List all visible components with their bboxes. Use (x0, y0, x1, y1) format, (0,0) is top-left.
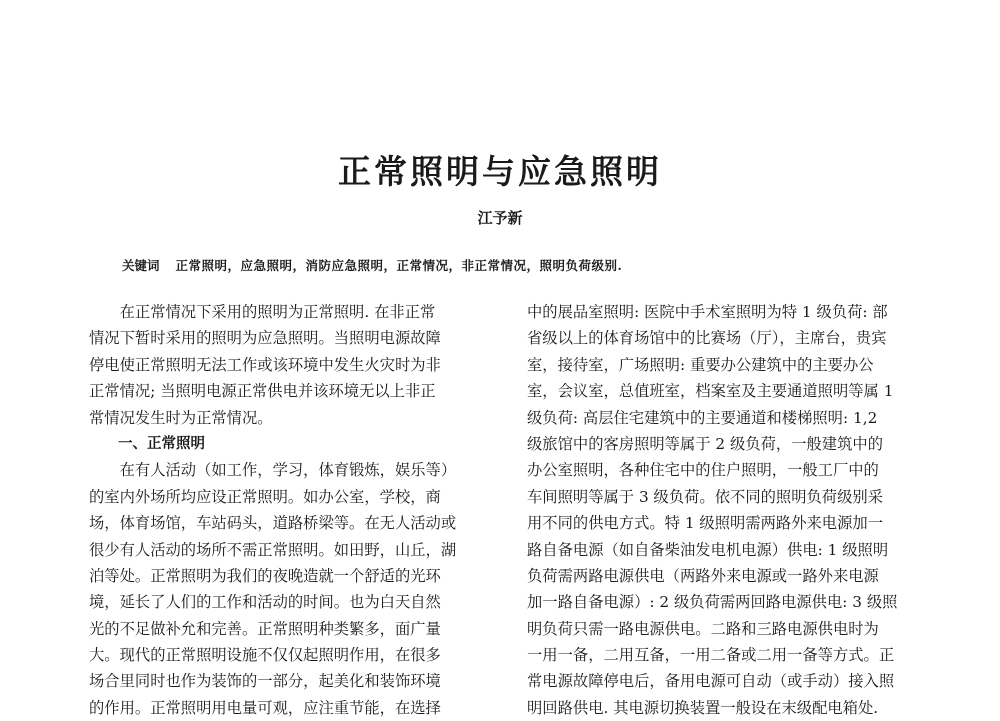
text-line: 车间照明等属于 3 级负荷。依不同的照明负荷级别采 (527, 487, 883, 506)
text-line: 场合里同时也作为装饰的一部分，起美化和装饰环境 (89, 672, 441, 691)
text-line: 办公室照明，各种住宅中的住户照明，一般工厂中的 (527, 461, 879, 480)
right-column (527, 299, 926, 721)
text-line: 常情况发生时为正常情况。 (89, 408, 273, 427)
text-line: 情况下暂时采用的照明为应急照明。当照明电源故障 (89, 329, 441, 348)
text-line: 常电源故障停电后，备用电源可自动（或手动）接入照 (527, 672, 895, 691)
keywords-label: 关键词 (122, 258, 160, 273)
text-line: 室，会议室，总值班室，档案室及主要通道照明等属 1 (527, 382, 894, 401)
text-line: 用不同的供电方式。特 1 级照明需两路外来电源加一 (527, 514, 883, 533)
text-line: 正常情况; 当照明电源正常供电并该环境无以上非正 (89, 382, 436, 401)
text-line: 的作用。正常照明用电量可观，应注重节能，在选择 (89, 698, 441, 717)
text-line: 大。现代的正常照明设施不仅仅起照明作用，在很多 (89, 646, 441, 665)
text-line: 一用一备，二用互备，一用二备或二用一备等方式。正 (527, 646, 895, 665)
paper-title: 正常照明与应急照明 (338, 152, 662, 191)
text-line: 省级以上的体育场馆中的比赛场（厅），主席台，贵宾 (527, 329, 887, 348)
text-line: 加一路自备电源）: 2 级负荷需两回路电源供电: 3 级照 (527, 593, 898, 612)
text-line: 光的不足做补允和完善。正常照明种类繁多，面广量 (89, 619, 441, 638)
left-column (89, 299, 488, 721)
section-heading: 一、正常照明 (118, 435, 205, 452)
text-line: 室，接待室，广场照明: 重要办公建筑中的主要办公 (527, 355, 874, 374)
text-line: 境，延长了人们的工作和活动的时间。也为白天自然 (89, 593, 441, 612)
text-line: 泊等处。正常照明为我们的夜晚造就一个舒适的光环 (89, 566, 441, 585)
text-line: 负荷需两路电源供电（两路外来电源或一路外来电源 (527, 566, 879, 585)
text-line: 明负荷只需一路电源供电。二路和三路电源供电时为 (527, 619, 879, 638)
text-line: 场，体育场馆，车站码头，道路桥梁等。在无人活动或 (89, 514, 457, 533)
text-line: 级负荷: 高层住宅建筑中的主要通道和楼梯照明: 1,2 (527, 408, 878, 427)
text-line: 很少有人活动的场所不需正常照明。如田野，山丘，湖 (89, 540, 457, 559)
text-line: 停电使正常照明无法工作或该环境中发生火灾时为非 (89, 355, 441, 374)
text-line: 路自备电源（如自备柴油发电机电源）供电: 1 级照明 (527, 540, 889, 559)
keywords-text: 正常照明，应急照明，消防应急照明，正常情况，非正常情况，照明负荷级别. (175, 258, 623, 273)
text-line: 明回路供电. 其电源切换装置一般设在末级配电箱处. (527, 698, 879, 717)
text-line: 在正常情况下采用的照明为正常照明. 在非正常 (119, 303, 436, 321)
text-line: 级旅馆中的客房照明等属于 2 级负荷，一般建筑中的 (527, 434, 883, 453)
keywords-line (122, 256, 942, 274)
author-name: 江予新 (477, 209, 523, 227)
text-line: 在有人活动（如工作，学习，体育锻炼，娱乐等） (119, 461, 457, 480)
text-line: 的室内外场所均应设正常照明。如办公室，学校，商 (89, 487, 441, 506)
text-line: 中的展品室照明: 医院中手术室照明为特 1 级负荷: 部 (527, 303, 888, 321)
